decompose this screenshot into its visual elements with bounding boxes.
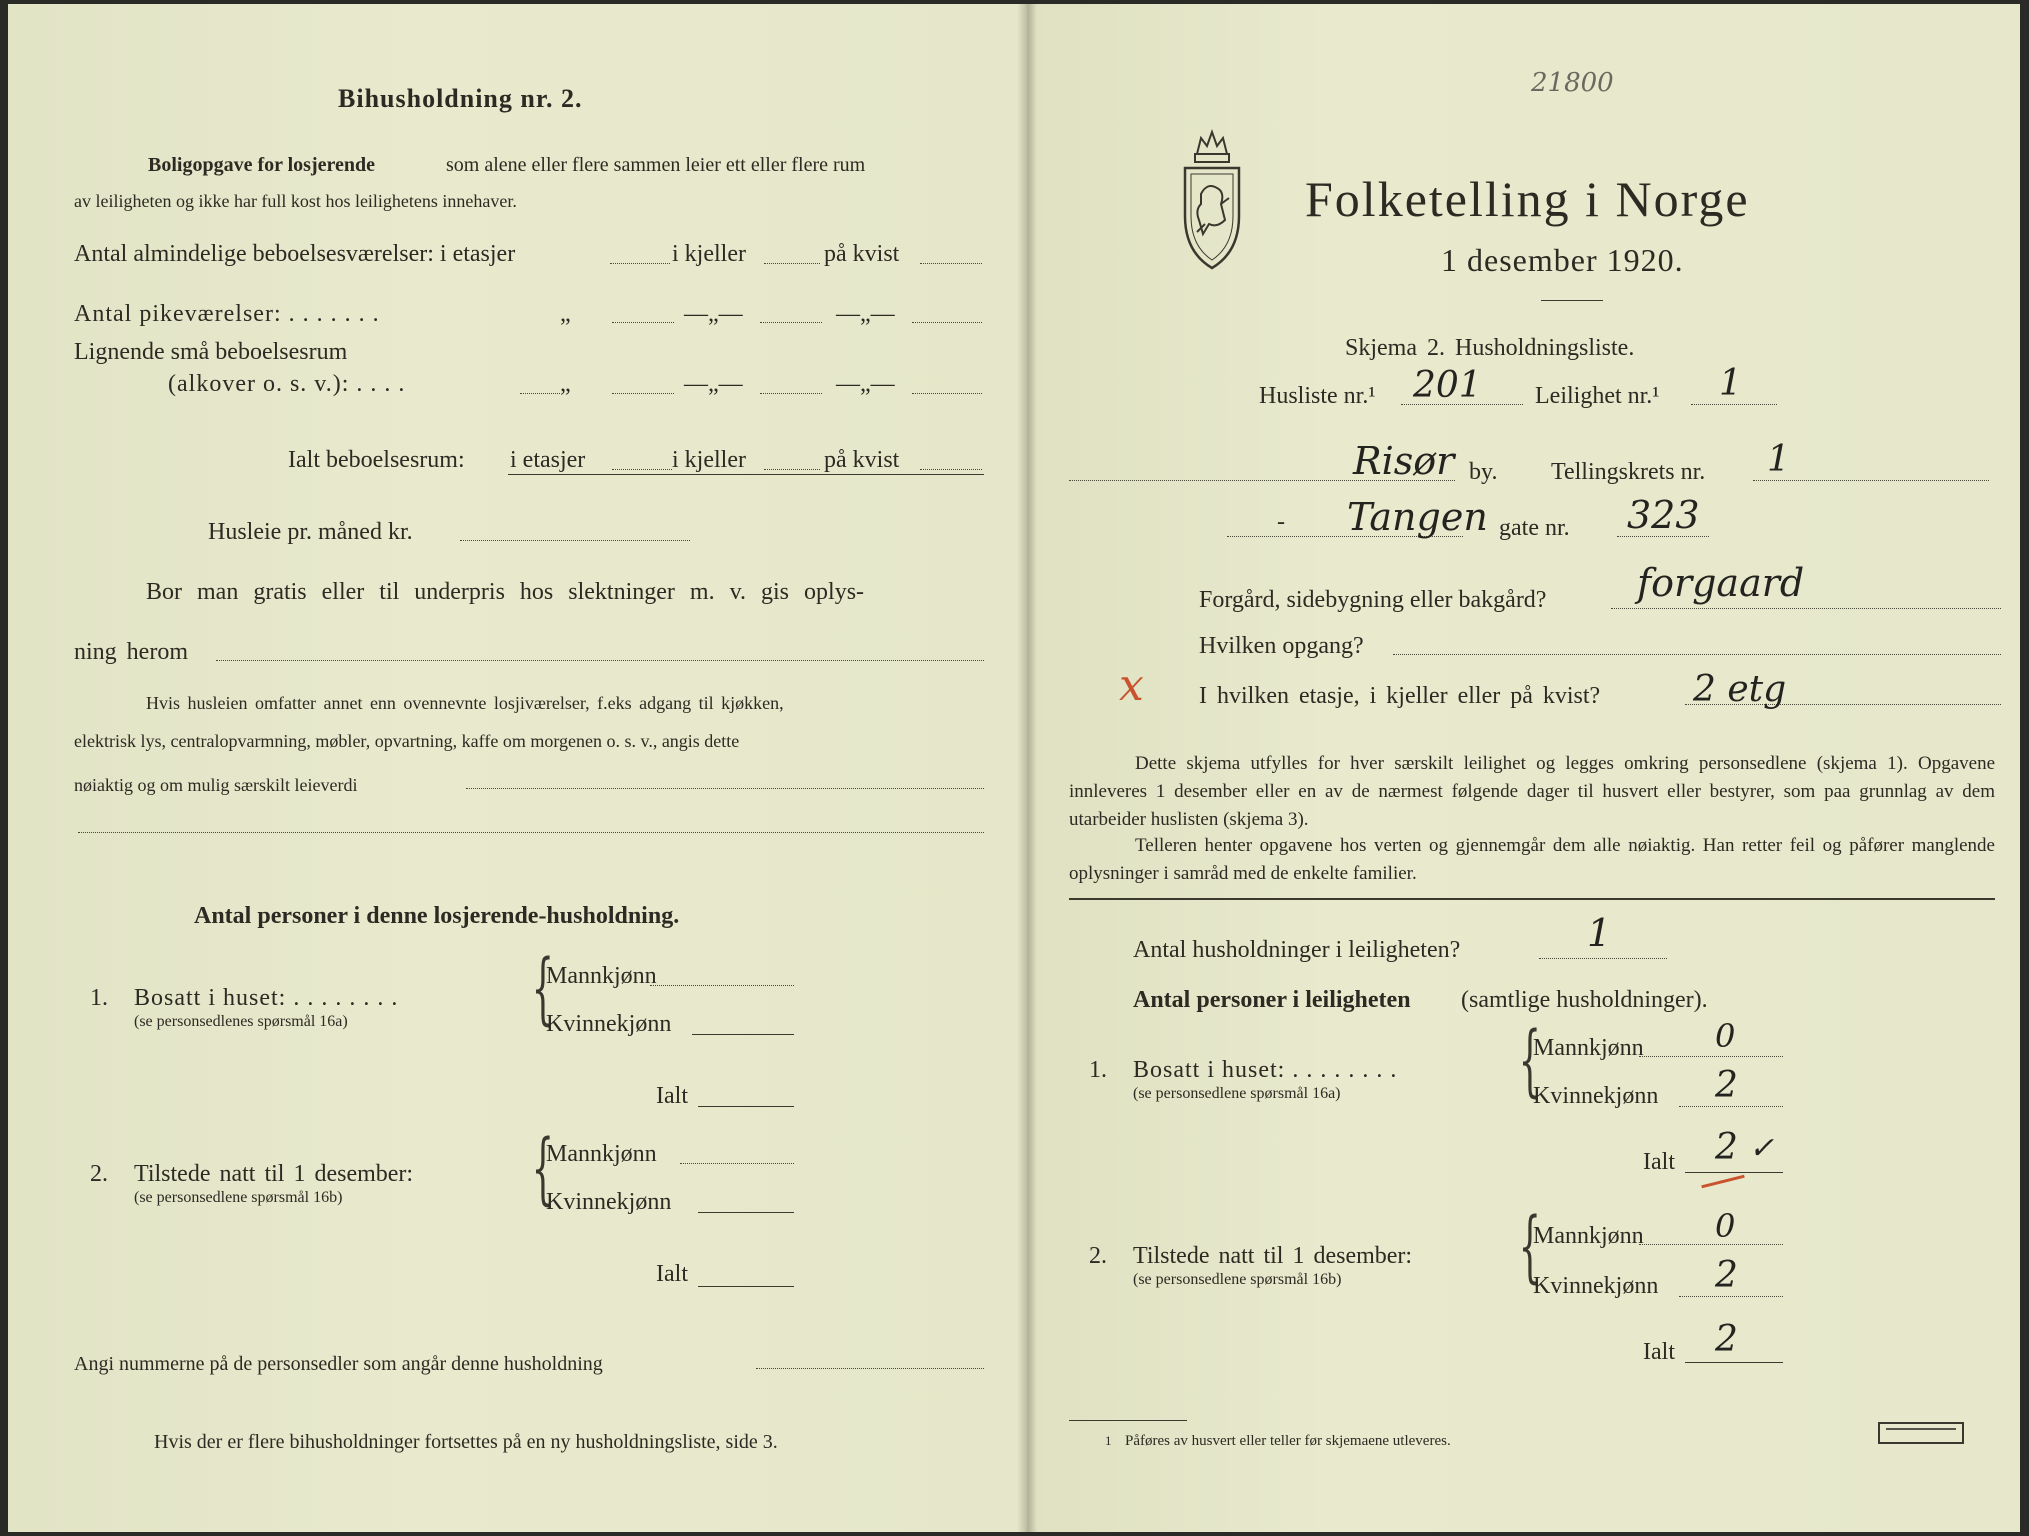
- pike-line-1: [612, 322, 674, 323]
- alkover-quote: „: [560, 371, 571, 397]
- husholdninger-label: Antal husholdninger i leiligheten?: [1133, 937, 1461, 963]
- right-q2-number: 2.: [1089, 1243, 1107, 1269]
- right-q2-kvinne-line: [1679, 1296, 1783, 1297]
- pike-label: Antal pikeværelser: . . . . . . .: [74, 301, 380, 327]
- left-page: [8, 4, 1025, 1532]
- left-title: Bihusholdning nr. 2.: [338, 84, 583, 113]
- right-q2-sub: (se personsedlene spørsmål 16b): [1133, 1271, 1342, 1288]
- right-persons-heading-bold: Antal personer i leiligheten: [1133, 987, 1411, 1013]
- left-persons-heading: Antal personer i denne losjerende-husholdning.: [194, 903, 680, 929]
- left-q1-ialt-line: [698, 1106, 794, 1107]
- instructions-para2: Telleren henter opgavene hos verten og gjennemgår dem alle nøiaktig. Han retter feil og påfører manglende oplysninger i samråd med de enkelte familier.: [1069, 835, 1995, 884]
- ialt-rooms-kjeller: i kjeller: [672, 447, 746, 473]
- left-q2-mann: Mannkjønn: [546, 1141, 657, 1167]
- footnote-rule: [1069, 1420, 1187, 1421]
- alkover-dash-1: —„—: [684, 371, 743, 397]
- opgang-line: [1393, 654, 2001, 655]
- ialt-kvist-line: [920, 469, 982, 470]
- left-q2-ialt-line: [698, 1286, 794, 1287]
- pike-line-2: [760, 322, 822, 323]
- intro-line2: av leiligheten og ikke har full kost hos leilighetens innehaver.: [74, 191, 517, 211]
- right-q1-mann-line: [1639, 1056, 1783, 1057]
- angi-label: Angi nummerne på de personsedler som angår denne husholdning: [74, 1353, 603, 1375]
- intro-rest: som alene eller flere sammen leier ett eller flere rum: [446, 154, 866, 176]
- coat-of-arms-icon: [1177, 124, 1247, 274]
- right-q2-ialt: Ialt: [1643, 1339, 1675, 1365]
- alkover-line-3: [912, 393, 982, 394]
- date-rule: [1541, 300, 1603, 301]
- husliste-label: Husliste nr.¹: [1259, 383, 1376, 409]
- tellingskrets-line: [1753, 480, 1989, 481]
- footnote-mark: 1: [1105, 1433, 1112, 1448]
- forgaard-label: Forgård, sidebygning eller bakgård?: [1199, 587, 1547, 613]
- right-title: Folketelling i Norge: [1305, 171, 1750, 227]
- alkover-line-0: [520, 393, 560, 394]
- forgaard-line: [1611, 608, 2001, 609]
- printer-stamp-icon: [1878, 1422, 1964, 1444]
- gratis-line1: Bor man gratis eller til underpris hos slektninger m. v. gis oplys-: [146, 579, 865, 605]
- pike-line-3: [912, 322, 982, 323]
- left-q2-sub: (se personsedlene spørsmål 16b): [134, 1189, 343, 1206]
- footnote-text: Påføres av husvert eller teller før skjemaene utleveres.: [1125, 1433, 1451, 1449]
- right-q2-mann-value: 0: [1715, 1207, 1736, 1245]
- left-q1-label: Bosatt i huset: . . . . . . . .: [134, 985, 399, 1011]
- right-q1-number: 1.: [1089, 1057, 1107, 1083]
- left-q2-label: Tilstede natt til 1 desember:: [134, 1161, 414, 1187]
- etasje-label: I hvilken etasje, i kjeller eller på kvist?: [1199, 683, 1601, 709]
- by-value: Risør: [1353, 439, 1455, 483]
- leieverdi-line: [466, 788, 984, 789]
- right-q1-sub: (se personsedlene spørsmål 16a): [1133, 1085, 1341, 1102]
- right-page: [1027, 4, 2020, 1532]
- left-q2-number: 2.: [90, 1161, 108, 1187]
- left-q1-kvinne-line: [692, 1034, 794, 1035]
- leilighet-label: Leilighet nr.¹: [1535, 383, 1660, 409]
- right-q2-mann: Mannkjønn: [1533, 1223, 1644, 1249]
- note-line1: Hvis husleien omfatter annet enn ovennevnte losjiværelser, f.eks adgang til kjøkken,: [146, 693, 784, 713]
- left-footer: Hvis der er flere bihusholdninger fortsettes på en ny husholdningsliste, side 3.: [154, 1431, 778, 1453]
- rooms-label: Antal almindelige beboelsesværelser: i etasjer: [74, 241, 516, 267]
- husleie-label: Husleie pr. måned kr.: [208, 519, 413, 545]
- red-pencil-mark: x: [1119, 660, 1144, 711]
- skjema-label: Skjema 2. Husholdningsliste.: [1345, 335, 1635, 361]
- ialt-kjeller-line: [764, 469, 820, 470]
- left-q1-kvinne: Kvinnekjønn: [546, 1011, 672, 1037]
- instructions-rule: [1069, 898, 1995, 900]
- alkover-dash-2: —„—: [836, 371, 895, 397]
- right-q2-ialt-value: 2: [1715, 1319, 1738, 1360]
- pike-dash-2: —„—: [836, 301, 895, 327]
- by-label: by.: [1469, 459, 1498, 485]
- note-extra-line: [78, 832, 984, 833]
- ialt-rooms-kvist: på kvist: [824, 447, 900, 473]
- right-q2-brace: {: [1518, 1202, 1541, 1292]
- gate-dash: -: [1277, 509, 1285, 535]
- gate-label: gate nr.: [1499, 515, 1570, 541]
- ialt-etasjer-line: [612, 469, 672, 470]
- tellingskrets-value: 1: [1767, 439, 1790, 480]
- left-q2-ialt: Ialt: [656, 1261, 688, 1287]
- tellingskrets-label: Tellingskrets nr.: [1551, 459, 1706, 485]
- ialt-rooms-label: Ialt beboelsesrum:: [288, 447, 465, 473]
- left-q1-sub: (se personsedlenes spørsmål 16a): [134, 1013, 348, 1030]
- gate-nr-value: 323: [1627, 493, 1700, 537]
- archive-number: 21800: [1531, 68, 1614, 98]
- intro-bold: Boligopgave for losjerende: [148, 154, 376, 176]
- right-q1-brace: {: [1518, 1016, 1541, 1106]
- leilighet-value: 1: [1719, 363, 1742, 404]
- left-q1-mann: Mannkjønn: [546, 963, 657, 989]
- left-q2-brace: {: [531, 1124, 554, 1214]
- left-q1-mann-line: [650, 985, 794, 986]
- red-pencil-stroke: [1701, 1175, 1744, 1189]
- left-q2-kvinne-line: [698, 1212, 794, 1213]
- pike-quote: „: [560, 301, 571, 327]
- right-q1-kvinne: Kvinnekjønn: [1533, 1083, 1659, 1109]
- husliste-value: 201: [1413, 365, 1482, 406]
- right-date: 1 desember 1920.: [1441, 242, 1684, 278]
- rooms-kvist-line: [920, 263, 982, 264]
- note-line3: nøiaktig og om mulig særskilt leieverdi: [74, 775, 358, 795]
- right-q1-ialt: Ialt: [1643, 1149, 1675, 1175]
- right-q1-ialt-value: 2: [1715, 1127, 1738, 1168]
- gratis-line2: ning herom: [74, 639, 188, 665]
- rooms-kjeller-line: [764, 263, 820, 264]
- ialt-rooms-underline: [508, 474, 984, 475]
- rooms-kjeller-label: i kjeller: [672, 241, 746, 267]
- census-form-sheet: [8, 4, 2020, 1532]
- right-q2-kvinne-value: 2: [1715, 1255, 1738, 1296]
- instructions-para1: Dette skjema utfylles for hver særskilt leilighet og legges omkring personsedlene (skjema 1). Opgavene innleveres 1 desember eller en av de nærmest følgende dager til husvert eller bestyrer, som paa grunnlag av dem utarbeider huslisten (skjema 3).: [1069, 753, 1995, 830]
- lignende-label: Lignende små beboelsesrum: [74, 339, 348, 365]
- page-fold: [1017, 4, 1037, 1532]
- rooms-etasjer-line: [610, 263, 670, 264]
- husleie-line: [460, 540, 690, 541]
- pike-dash-1: —„—: [684, 301, 743, 327]
- left-q2-kvinne: Kvinnekjønn: [546, 1189, 672, 1215]
- right-q1-mann-value: 0: [1715, 1017, 1736, 1055]
- left-q1-number: 1.: [90, 985, 108, 1011]
- right-q1-mann: Mannkjønn: [1533, 1035, 1644, 1061]
- right-q1-kvinne-line: [1679, 1106, 1783, 1107]
- right-q1-ialt-line: [1685, 1172, 1783, 1173]
- gate-value: Tangen: [1347, 495, 1488, 539]
- opgang-label: Hvilken opgang?: [1199, 633, 1364, 659]
- ialt-rooms-etasjer: i etasjer: [510, 447, 586, 473]
- gratis-line: [216, 660, 984, 661]
- husholdninger-line: [1539, 958, 1667, 959]
- right-q2-label: Tilstede natt til 1 desember:: [1133, 1243, 1413, 1269]
- angi-line: [756, 1368, 984, 1369]
- note-line2: elektrisk lys, centralopvarmning, møbler, opvartning, kaffe om morgenen o. s. v., angis dette: [74, 731, 740, 751]
- leilighet-line: [1691, 404, 1777, 405]
- right-q2-mann-line: [1639, 1244, 1783, 1245]
- left-q1-ialt: Ialt: [656, 1083, 688, 1109]
- right-q1-kvinne-value: 2: [1715, 1065, 1738, 1106]
- right-q1-check: ✓: [1749, 1131, 1775, 1166]
- etasje-value: 2 etg: [1693, 669, 1787, 710]
- right-q1-label: Bosatt i huset: . . . . . . . .: [1133, 1057, 1398, 1083]
- right-persons-heading-rest: (samtlige husholdninger).: [1461, 987, 1708, 1013]
- left-q1-brace: {: [531, 944, 554, 1034]
- rooms-kvist-label: på kvist: [824, 241, 900, 267]
- husholdninger-value: 1: [1587, 911, 1612, 955]
- right-q2-ialt-line: [1685, 1362, 1783, 1363]
- alkover-line-1: [612, 393, 674, 394]
- alkover-label: (alkover o. s. v.): . . . .: [168, 371, 406, 397]
- left-q2-mann-line: [680, 1163, 794, 1164]
- forgaard-value: forgaard: [1637, 561, 1805, 605]
- right-q2-kvinne: Kvinnekjønn: [1533, 1273, 1659, 1299]
- alkover-line-2: [760, 393, 822, 394]
